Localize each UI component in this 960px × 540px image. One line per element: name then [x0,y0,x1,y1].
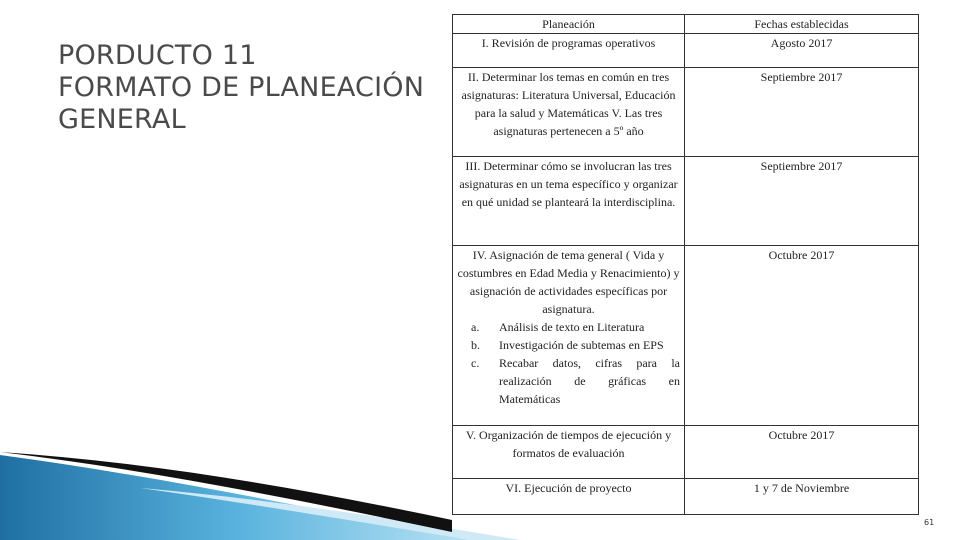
date-cell: Septiembre 2017 [685,68,919,157]
list-marker: b. [471,338,480,352]
table-header-row [453,15,919,34]
table-row [453,34,919,68]
table-row [453,157,919,246]
stage-cell: I. Revisión de programas operativos [453,34,685,68]
activity-list [457,318,680,408]
date-cell: 1 y 7 de Noviembre [685,479,919,515]
date-cell: Octubre 2017 [685,426,919,479]
list-marker: c. [471,356,480,370]
date-cell: Octubre 2017 [685,246,919,426]
header-planeacion: Planeación [453,15,685,34]
stage-cell: II. Determinar los temas en común en tres asignaturas: Literatura Universal, Educación para la salud y Matemáticas V. Las tres asignaturas pertenecen a 5º año [453,68,685,157]
table-row [453,426,919,479]
title-line-2: FORMATO DE PLANEACIÓN [58,72,425,103]
header-fechas: Fechas establecidas [685,15,919,34]
planning-table [452,14,919,515]
table-row [453,246,919,426]
title-line-1: PORDUCTO 11 [58,40,257,71]
stage-cell: III. Determinar cómo se involucran las tres asignaturas en un tema específico y organizar en qué unidad se planteará la interdisciplina. [453,157,685,246]
list-item [457,354,680,408]
list-item-text: Recabar datos, cifras para la realización de gráficas en Matemáticas [499,356,680,406]
list-item [457,318,680,336]
title-line-3: GENERAL [58,104,186,135]
stage-cell [453,246,685,426]
list-item [457,336,680,354]
page-number: 61 [924,518,935,527]
list-item-text: Análisis de texto en Literatura [499,320,645,334]
date-cell: Septiembre 2017 [685,157,919,246]
date-cell: Agosto 2017 [685,34,919,68]
stage-text: IV. Asignación de tema general ( Vida y costumbres en Edad Media y Renacimiento) y asignación de actividades específicas por asignatura. [457,248,680,316]
list-marker: a. [471,320,480,334]
stage-cell: VI. Ejecución de proyecto [453,479,685,515]
table-row [453,68,919,157]
stage-cell: V. Organización de tiempos de ejecución y formatos de evaluación [453,426,685,479]
list-item-text: Investigación de subtemas en EPS [499,338,664,352]
table-row [453,479,919,515]
